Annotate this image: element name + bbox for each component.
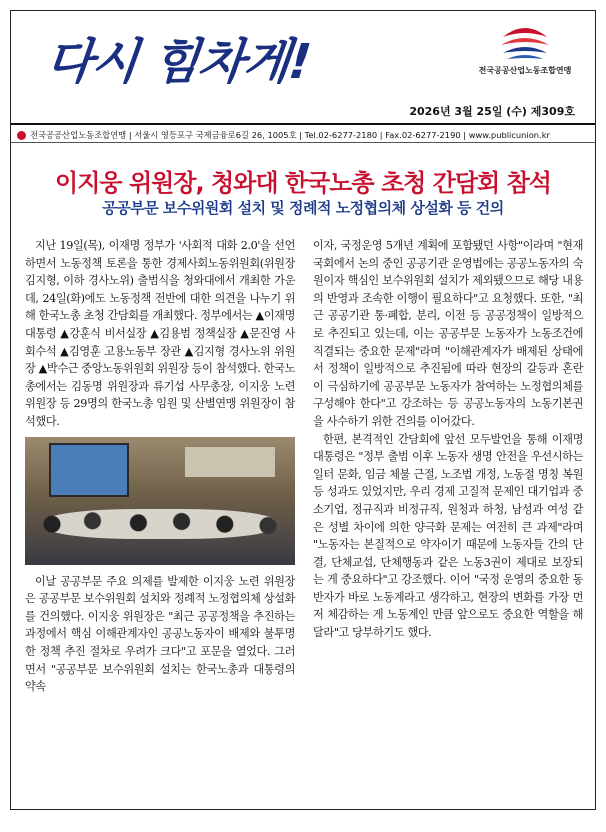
meeting-photo <box>25 437 295 565</box>
contact-bar <box>11 123 595 143</box>
masthead <box>11 11 595 121</box>
newsletter-page <box>10 10 596 810</box>
newsletter-title: 다시 힘차게! <box>43 34 313 90</box>
contact-text: 전국공공산업노동조합연맹 | 서울시 영등포구 국제금융로6길 26, 1005호 | Tel.02-6277-2180 | Fax.02-6277-2190 | www.publicunion.kr <box>30 130 550 140</box>
article-subheadline: 공공부문 보수위원회 설치 및 정례적 노정협의체 상설화 등 건의 <box>102 199 504 217</box>
org-name: 전국공공산업노동조합연맹 <box>478 66 572 75</box>
issue-date: 2026년 3월 25일 (수) 제309호 <box>409 105 575 118</box>
article-paragraph: 한편, 본격적인 간담회에 앞선 모두발언을 통해 이재명 대통령은 "정부 출범 이후 노동자 생명 안전을 우선시하는 일터 문화, 임금 체불 근절, 노조법 개정, 노동절 명칭 복원 등 성과도 있었지만, 우리 경제 고질적 문제인 대기업과 중소기업, 정규직과 비정규직, 원청과 하청, 남성과 여성 같은 성별 차이에 의한 양극화 문제는 여전히 큰 과제"라며 "노동자는 본질적으로 약자이기 때문에 노동자들 간의 단결, 단체교섭, 단체행동과 같은 노동3권이 제대로 보장되는 게 중요하다"고 강조했다. 이어 "국정 운영의 중요한 동반자가 바로 노동계라고 생각하고, 현장의 변화를 가장 먼저 체감하는 게 노동계인 만큼 앞으로도 중요한 역할을 해달라"고 당부하기도 했다. <box>313 432 583 640</box>
article-paragraph: 지난 19일(목), 이재명 정부가 '사회적 대화 2.0'을 선언하면서 노동정책 토론을 통한 경제사회노동위원회(위원장 김지형, 이하 경사노위) 출범식을 청와대에서 개최한 가운데, 24일(화)에도 노동정책 전반에 대한 의견을 나누기 위해 한국노총 초청 간담회를 개최했다. 정부에서는 ▲이재명 대통령 ▲강훈식 비서실장 ▲김용범 정책실장 ▲문진영 사회수석 ▲김영훈 고용노동부 장관 ▲김지형 경사노위 위원장 ▲박수근 중앙노동위원회 위원장 등이 참석했다. 한국노총에서는 김동명 위원장과 류기섭 사무총장, 이지웅 노련 위원장 등 29명의 한국노총 임원 및 산별연맹 위원장이 참석했다. <box>25 239 295 428</box>
union-emblem-icon <box>497 23 553 63</box>
union-mark-icon <box>17 131 26 140</box>
article-paragraph: 이날 공공부문 주요 의제를 발제한 이지웅 노련 위원장은 공공부문 보수위원회 설치와 정례적 노정협의체 상설화를 건의했다. 이지웅 위원장은 "최근 공공정책을 추진하는 과정에서 핵심 이해관계자인 공공노동자이 배제와 불투명한 정책 추진 절차로 우려가 크다"고 포문을 열었다. 그러면서 "공공부문 보수위원회 설치는 한국노총과 대통령의 약속 <box>25 574 295 694</box>
union-logo <box>477 23 573 76</box>
article-column-left <box>25 237 295 696</box>
article-paragraph: 이자, 국정운영 5개년 계획에 포함됐던 사항"이라며 "현재 국회에서 논의 중인 공공기관 운영법에는 공공노동자의 숙원이자 핵심인 보수위원회 설치가 제외됐으므로 해당 내용의 반영과 조속한 이행이 필요하다"고 요청했다. 또한, "최근 공공기관 통·폐합, 분리, 이전 등 공공정책이 일방적으로 추진되고 있는데, 이는 공공부문 노동자가 노동조건에 직결되는 중요한 문제"라며 "이해관계자가 배제된 상태에서 정책이 일방적으로 추진됨에 따라 현장의 갈등과 혼란이 극심하기에 공공부문 노동자가 참여하는 노정협의체를 구성해야 한다"고 강조하는 등 공공노동자의 노동기본권을 사수하기 위한 건의를 이어갔다. <box>313 239 583 428</box>
article-headline: 이지웅 위원장, 청와대 한국노총 초청 간담회 참석 <box>55 169 551 197</box>
article-column-right <box>313 237 583 642</box>
